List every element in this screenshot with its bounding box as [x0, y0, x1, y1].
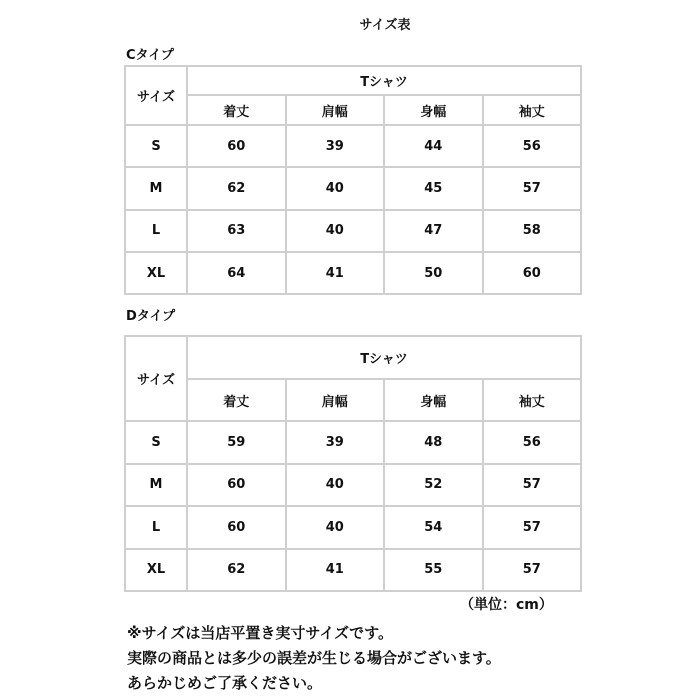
size-table-c — [124, 65, 582, 295]
value-cell: 47 — [384, 210, 483, 252]
value-cell: 62 — [187, 549, 286, 592]
table-row — [125, 421, 581, 464]
header-row — [125, 336, 581, 379]
size-header: サイズ — [125, 336, 187, 421]
value-cell: 60 — [187, 464, 286, 507]
column-header-row — [125, 379, 581, 421]
column-header: 着丈 — [187, 95, 286, 125]
size-table-d — [124, 335, 582, 592]
column-header: 肩幅 — [286, 379, 385, 421]
value-cell: 57 — [483, 506, 582, 549]
header-row — [125, 66, 581, 95]
value-cell: 63 — [187, 210, 286, 252]
column-header: 袖丈 — [483, 95, 582, 125]
value-cell: 57 — [483, 167, 582, 209]
column-header: 身幅 — [384, 379, 483, 421]
value-cell: 41 — [286, 252, 385, 294]
value-cell: 48 — [384, 421, 483, 464]
value-cell: 44 — [384, 125, 483, 167]
size-header: サイズ — [125, 66, 187, 125]
table-row — [125, 506, 581, 549]
value-cell: 39 — [286, 421, 385, 464]
size-cell: XL — [125, 549, 187, 592]
value-cell: 56 — [483, 421, 582, 464]
value-cell: 40 — [286, 506, 385, 549]
size-cell: S — [125, 421, 187, 464]
note-line: 実際の商品とは多少の誤差が生じる場合がございます。 — [127, 649, 501, 667]
size-cell: M — [125, 167, 187, 209]
size-cell: XL — [125, 252, 187, 294]
value-cell: 57 — [483, 464, 582, 507]
value-cell: 60 — [187, 506, 286, 549]
column-header: 着丈 — [187, 379, 286, 421]
value-cell: 59 — [187, 421, 286, 464]
value-cell: 52 — [384, 464, 483, 507]
column-header-row — [125, 95, 581, 125]
table-label-d: Dタイプ — [126, 309, 176, 324]
value-cell: 57 — [483, 549, 582, 592]
group-header: Tシャツ — [187, 336, 581, 379]
column-header: 身幅 — [384, 95, 483, 125]
value-cell: 62 — [187, 167, 286, 209]
table-row — [125, 464, 581, 507]
value-cell: 40 — [286, 210, 385, 252]
value-cell: 64 — [187, 252, 286, 294]
table-row — [125, 252, 581, 294]
value-cell: 45 — [384, 167, 483, 209]
value-cell: 56 — [483, 125, 582, 167]
value-cell: 55 — [384, 549, 483, 592]
table-row — [125, 125, 581, 167]
unit-label: （単位：cm） — [460, 597, 553, 613]
table-label-c: Cタイプ — [126, 48, 174, 63]
value-cell: 41 — [286, 549, 385, 592]
size-cell: S — [125, 125, 187, 167]
value-cell: 40 — [286, 167, 385, 209]
page-title: サイズ表 — [359, 18, 411, 33]
size-cell: L — [125, 506, 187, 549]
column-header: 肩幅 — [286, 95, 385, 125]
value-cell: 50 — [384, 252, 483, 294]
note-line: ※サイズは当店平置き実寸サイズです。 — [127, 624, 393, 642]
column-header: 袖丈 — [483, 379, 582, 421]
size-cell: L — [125, 210, 187, 252]
table-row — [125, 549, 581, 592]
value-cell: 39 — [286, 125, 385, 167]
table-row — [125, 167, 581, 209]
value-cell: 58 — [483, 210, 582, 252]
table-row — [125, 210, 581, 252]
size-cell: M — [125, 464, 187, 507]
note-line: あらかじめご了承ください。 — [127, 674, 323, 692]
group-header: Tシャツ — [187, 66, 581, 95]
value-cell: 60 — [187, 125, 286, 167]
value-cell: 60 — [483, 252, 582, 294]
value-cell: 40 — [286, 464, 385, 507]
value-cell: 54 — [384, 506, 483, 549]
